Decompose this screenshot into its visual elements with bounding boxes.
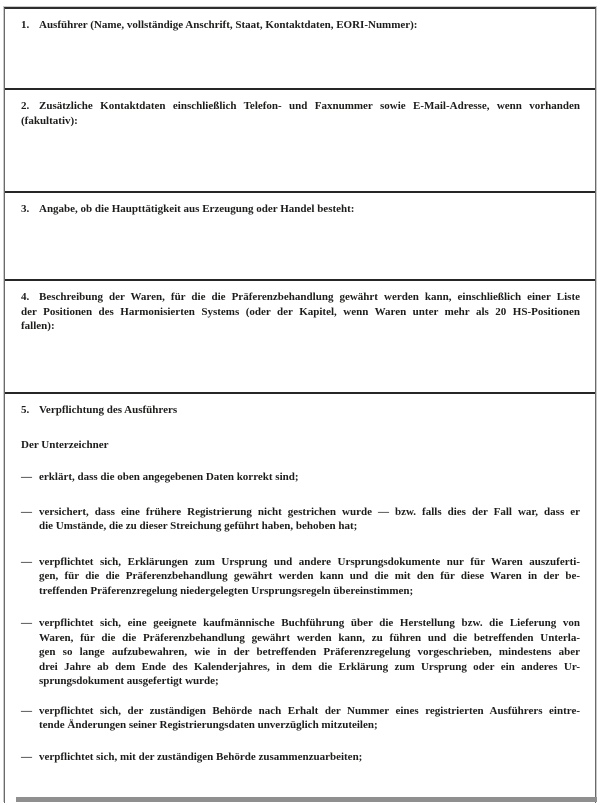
field-label-text: Ausführer (Name, vollständige Anschrift, Staat, Kontaktdaten, EORI-Nummer): xyxy=(39,19,418,31)
field-goods-description xyxy=(5,281,595,394)
obligation-line: versichert, dass eine frühere Registrierung nicht gestrichen wurde — bzw. falls dies der Fall war, dass er xyxy=(39,505,580,518)
field-goods-description-label-line-2: der Positionen des Harmonisierten Systems (oder der Kapitel, wenn Waren unter mehr als 20 HS-Positionen xyxy=(21,305,580,318)
dash-bullet-marker: — xyxy=(21,471,32,483)
field-additional-contact-label-line-1 xyxy=(21,99,580,114)
obligation-line: gen so lange aufzubewahren, wie in der betreffenden Präferenzregelung vorgeschrieben, mindestens aber xyxy=(39,646,580,658)
obligations-intro: Der Unterzeichner xyxy=(21,438,109,451)
section-heading-text: Verpflichtung des Ausführers xyxy=(39,404,178,416)
obligation-line: verpflichtet sich, der zuständigen Behörde nach Erhalt der Nummer eines registrierten Ausführers eintre- xyxy=(39,704,580,717)
obligation-line: tende Änderungen seiner Registrierungsdaten unverzüglich mitzuteilen; xyxy=(39,719,378,731)
section-obligations-heading xyxy=(21,403,580,418)
field-label-text: Beschreibung der Waren, für die die Präferenzbehandlung gewährt werden kann, einschließlich einer Liste xyxy=(39,291,580,303)
obligation-item xyxy=(21,750,580,765)
field-additional-contact-label-line-2: (fakultativ): xyxy=(21,114,78,127)
obligation-item xyxy=(21,470,580,485)
dash-bullet-marker: — xyxy=(21,750,32,763)
field-main-activity xyxy=(5,193,595,281)
field-exporter-label xyxy=(21,18,580,33)
field-number: 5. xyxy=(21,404,30,416)
obligation-line: verpflichtet sich, mit der zuständigen Behörde zusammenzuarbeiten; xyxy=(39,750,363,763)
obligation-line: Waren, für die die Präferenzbehandlung gewährt werden kann, zu führen und die betreffenden Unterla- xyxy=(39,631,580,644)
dash-bullet-marker: — xyxy=(21,555,32,568)
field-label-text: Zusätzliche Kontaktdaten einschließlich Telefon- und Faxnummer sowie E-Mail-Adresse, wenn vorhanden xyxy=(39,100,580,112)
field-number: 3. xyxy=(21,203,30,215)
dash-bullet-marker: — xyxy=(21,617,32,629)
section-obligations xyxy=(5,394,595,805)
field-main-activity-label xyxy=(21,202,580,217)
field-goods-description-label-line-1 xyxy=(21,290,580,305)
obligation-item xyxy=(21,555,580,599)
obligation-line: sprungsdokument ausgefertigt wurde; xyxy=(39,675,219,687)
obligation-line: verpflichtet sich, eine geeignete kaufmännische Buchführung über die Herstellung bzw. die Lieferung von xyxy=(39,617,580,629)
field-additional-contact xyxy=(5,90,595,193)
field-exporter xyxy=(5,9,595,90)
obligation-item xyxy=(21,505,580,534)
obligation-line: verpflichtet sich, Erklärungen zum Ursprung und andere Ursprungsdokumente nur für Waren auszuferti- xyxy=(39,555,580,568)
obligation-item xyxy=(21,704,580,733)
obligation-line: treffenden Präferenzregelung niedergelegten Ursprungsregeln übereinstimmen; xyxy=(39,584,414,597)
field-goods-description-label-line-3: fallen): xyxy=(21,320,55,332)
obligation-line: die Umstände, die zu dieser Streichung geführt haben, behoben hat; xyxy=(39,520,358,532)
page-cut-bar xyxy=(16,797,597,802)
field-label-text: Angabe, ob die Haupttätigkeit aus Erzeugung oder Handel besteht: xyxy=(39,203,355,215)
field-number: 4. xyxy=(21,291,30,303)
dash-bullet-marker: — xyxy=(21,505,32,518)
form-table xyxy=(4,7,596,803)
field-number: 1. xyxy=(21,19,30,31)
obligation-line: erklärt, dass die oben angegebenen Daten korrekt sind; xyxy=(39,471,299,483)
obligation-item xyxy=(21,616,580,689)
dash-bullet-marker: — xyxy=(21,704,32,717)
field-number: 2. xyxy=(21,100,30,112)
obligation-line: drei Jahre ab dem Ende des Kalenderjahres, in dem die Erklärung zum Ursprung oder ein anderes Ur- xyxy=(39,660,580,673)
obligation-line: gen, für die die Präferenzbehandlung gewährt werden kann und die mit den für diese Waren in der be- xyxy=(39,570,580,582)
